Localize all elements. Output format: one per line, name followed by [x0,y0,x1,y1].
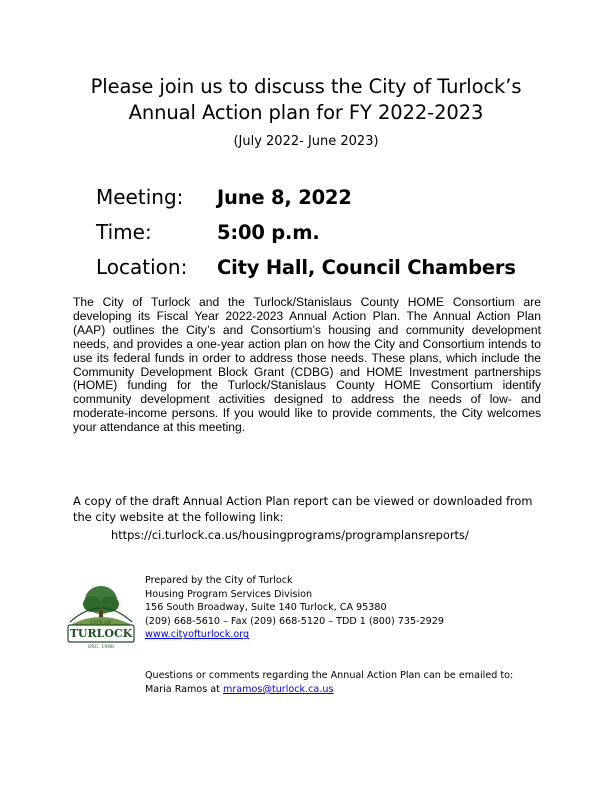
page-heading [40,74,572,126]
heading-line-2: Annual Action plan for FY 2022-2023 [128,101,484,124]
location-row [96,255,516,290]
city-of-turlock-seal [66,580,136,650]
location-label: Location: [96,255,188,279]
address: 156 South Broadway, Suite 140 Turlock, CA 95380 [145,602,387,614]
description-section [73,296,541,435]
description-paragraph: The City of Turlock and the Turlock/Stanislaus County HOME Consortium are developing its Fiscal Year 2022-2023 Annual Action Plan. The Annual Action Plan (AAP) outlines the City’s and Consortium’s housing and community development needs, and provides a one-year action plan on how the City and Consortium intends to use its federal funds in order to address those needs. These plans, which include the Community Development Block Grant (CDBG) and HOME Investment partnerships (HOME) funding for the Turlock/Stanislaus County HOME Consortium identify community development activities designed to address the needs of low- and moderate-income persons. If you would like to provide comments, the City welcomes your attendance at this meeting. [73,295,541,435]
seal-bottom-text: INC. 1908 [88,644,114,650]
contact-person: Maria Ramos at [145,684,223,695]
time-label: Time: [96,220,152,244]
heading-line-1: Please join us to discuss the City of Turlock’s [90,75,522,98]
date-range-subtitle: (July 2022- June 2023) [233,134,379,149]
meeting-time: 5:00 p.m. [217,221,320,244]
website-link[interactable]: www.cityofturlock.org [145,629,250,641]
seal-top-text: CITY OF [90,620,112,626]
meeting-date: June 8, 2022 [217,186,352,209]
email-link[interactable]: mramos@turlock.ca.us [222,684,334,695]
division-name: Housing Program Services Division [145,588,313,600]
time-row [96,220,516,255]
meeting-details [96,185,516,290]
plan-report-url[interactable]: https://ci.turlock.ca.us/housingprograms/programplansreports/ [111,528,469,542]
questions-text: Questions or comments regarding the Annual Action Plan can be emailed to: [145,670,514,681]
prepared-by: Prepared by the City of Turlock [145,575,293,586]
meeting-row [96,185,516,220]
meeting-location: City Hall, Council Chambers [217,256,516,279]
copy-availability-text: A copy of the draft Annual Action Plan report can be viewed or downloaded from the city website at the following link: [73,494,533,524]
meeting-label: Meeting: [96,185,184,209]
phone-numbers: (209) 668-5610 – Fax (209) 668-5120 – TDD 1 (800) 735-2929 [145,615,444,627]
seal-city-name: TURLOCK [69,627,133,640]
questions-block [145,669,513,697]
contact-block [145,574,444,642]
